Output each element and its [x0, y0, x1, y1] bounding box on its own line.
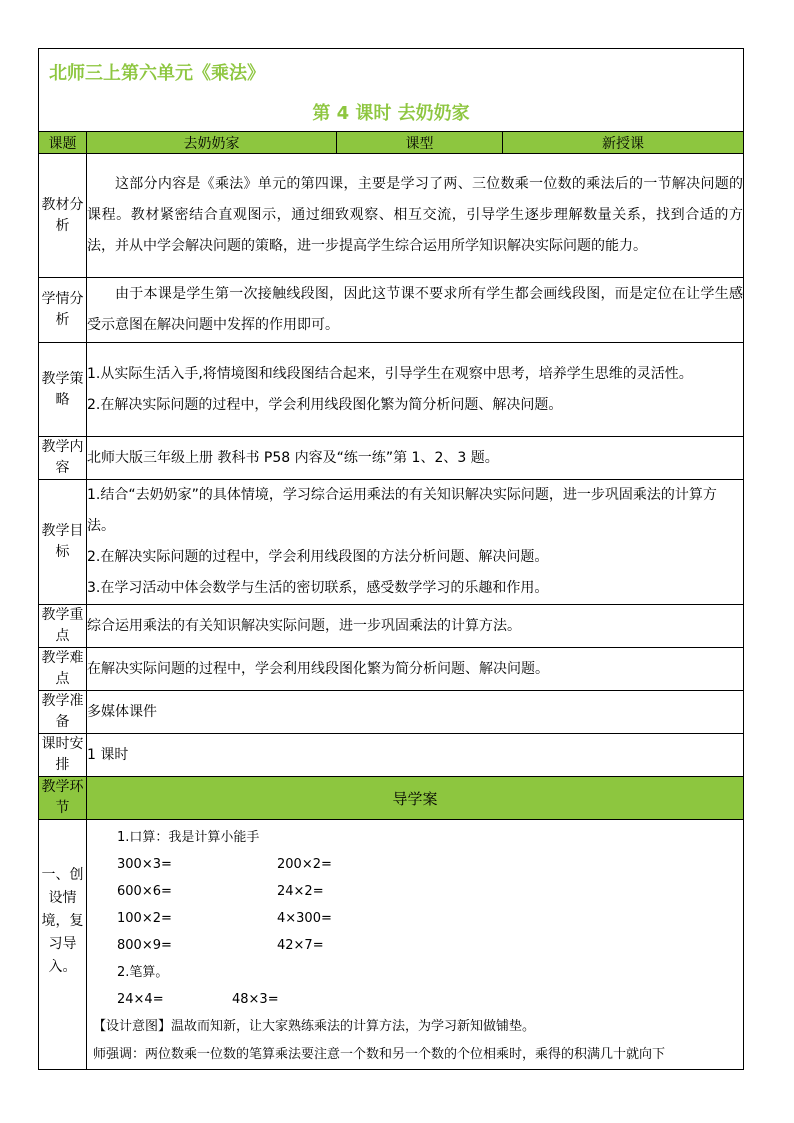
teacher-note: 师强调：两位数乘一位数的笔算乘法要注意一个数和另一个数的个位相乘时，乘得的积满几十就向下: [93, 1047, 666, 1062]
procedure-title: 导学案: [87, 777, 744, 820]
written-calc-item: 24×4=: [117, 992, 164, 1007]
student-analysis-row: [39, 278, 744, 343]
goal-item: 3.在学习活动中体会数学与生活的密切联系，感受数学学习的乐趣和作用。: [87, 580, 549, 596]
strategy-text: [87, 343, 744, 437]
strategy-item: 1.从实际生活入手,将情境图和线段图结合起来，引导学生在观察中思考，培养学生思维的灵活性。: [87, 365, 693, 382]
lesson-plan-table: [38, 48, 744, 1070]
section1-label: 一、创设情境，复习导入。: [41, 867, 84, 975]
preparation-text: 多媒体课件: [87, 691, 744, 734]
goals-text: [87, 480, 744, 605]
preparation-label: 教学准备: [39, 691, 87, 734]
written-calc-row: [117, 986, 735, 1013]
section1-notes: [87, 1013, 743, 1069]
preparation-row: [39, 691, 744, 734]
material-analysis-row: [39, 154, 744, 278]
strategy-row: [39, 343, 744, 437]
goal-item: 1.结合“去奶奶家”的具体情境，学习综合运用乘法的有关知识解决实际问题，进一步巩固乘法的计算方法。: [87, 487, 717, 534]
goals-row: [39, 480, 744, 605]
oral-calc-row: [117, 878, 735, 905]
schedule-text: 1 课时: [87, 734, 744, 777]
schedule-row: [39, 734, 744, 777]
lesson-type-label: 课型: [337, 132, 503, 154]
header-row: [39, 49, 744, 132]
oral-calc-row: [117, 851, 735, 878]
oral-calc-title: 1.口算：我是计算小能手: [117, 830, 260, 845]
section1-label-cell: [39, 820, 87, 1070]
difficulties-text: 在解决实际问题的过程中，学会利用线段图化繁为简分析问题、解决问题。: [87, 648, 744, 691]
oral-calc-item: 24×2=: [277, 884, 324, 899]
design-intent: 【设计意图】温故而知新，让大家熟练乘法的计算方法，为学习新知做铺垫。: [93, 1019, 536, 1034]
oral-calc-row: [117, 905, 735, 932]
oral-calc-item: 800×9=: [117, 938, 172, 953]
written-calc-item: 48×3=: [232, 992, 279, 1007]
procedure-header-row: [39, 777, 744, 820]
procedure-label: 教学环节: [39, 777, 87, 820]
oral-calc-row: [117, 932, 735, 959]
student-analysis-text: 由于本课是学生第一次接触线段图，因此这节课不要求所有学生都会画线段图，而是定位在让学生感受示意图在解决问题中发挥的作用即可。: [87, 278, 744, 343]
topic-value: 去奶奶家: [87, 132, 337, 154]
strategy-item: 2.在解决实际问题的过程中，学会利用线段图化繁为简分析问题、解决问题。: [87, 396, 563, 413]
difficulties-label: 教学难点: [39, 648, 87, 691]
lesson-title: 第 4 课时 去奶奶家: [312, 103, 470, 124]
goals-label: 教学目标: [39, 480, 87, 605]
content-row: [39, 437, 744, 480]
oral-calc-item: 200×2=: [277, 857, 332, 872]
section1-content: [87, 820, 744, 1070]
series-title: 北师三上第六单元《乘法》: [49, 63, 265, 84]
oral-calc-item: 42×7=: [277, 938, 324, 953]
topic-row: [39, 132, 744, 154]
material-analysis-text: 这部分内容是《乘法》单元的第四课，主要是学习了两、三位数乘一位数的乘法后的一节解决问题的课程。教材紧密结合直观图示，通过细致观察、相互交流，引导学生逐步理解数量关系，找到合适的方法，并从中学会解决问题的策略，进一步提高学生综合运用所学知识解决实际问题的能力。: [87, 154, 744, 278]
header-cell: [39, 49, 744, 132]
content-text: 北师大版三年级上册 教科书 P58 内容及“练一练”第 1、2、3 题。: [87, 437, 744, 480]
oral-calc-item: 300×3=: [117, 857, 172, 872]
written-calc-title: 2.笔算。: [117, 965, 169, 980]
student-analysis-label: 学情分析: [39, 278, 87, 343]
section1-body: [87, 820, 743, 1013]
section1-row: [39, 820, 744, 1070]
topic-label: 课题: [39, 132, 87, 154]
oral-calc-item: 100×2=: [117, 911, 172, 926]
content-label: 教学内容: [39, 437, 87, 480]
lesson-plan-document: [38, 48, 743, 1070]
strategy-label: 教学策略: [39, 343, 87, 437]
lesson-type-value: 新授课: [503, 132, 744, 154]
goal-item: 2.在解决实际问题的过程中，学会利用线段图的方法分析问题、解决问题。: [87, 549, 549, 565]
difficulties-row: [39, 648, 744, 691]
oral-calc-item: 4×300=: [277, 911, 332, 926]
material-analysis-label: 教材分析: [39, 154, 87, 278]
oral-calc-item: 600×6=: [117, 884, 172, 899]
schedule-label: 课时安排: [39, 734, 87, 777]
key-points-text: 综合运用乘法的有关知识解决实际问题，进一步巩固乘法的计算方法。: [87, 605, 744, 648]
key-points-label: 教学重点: [39, 605, 87, 648]
key-points-row: [39, 605, 744, 648]
